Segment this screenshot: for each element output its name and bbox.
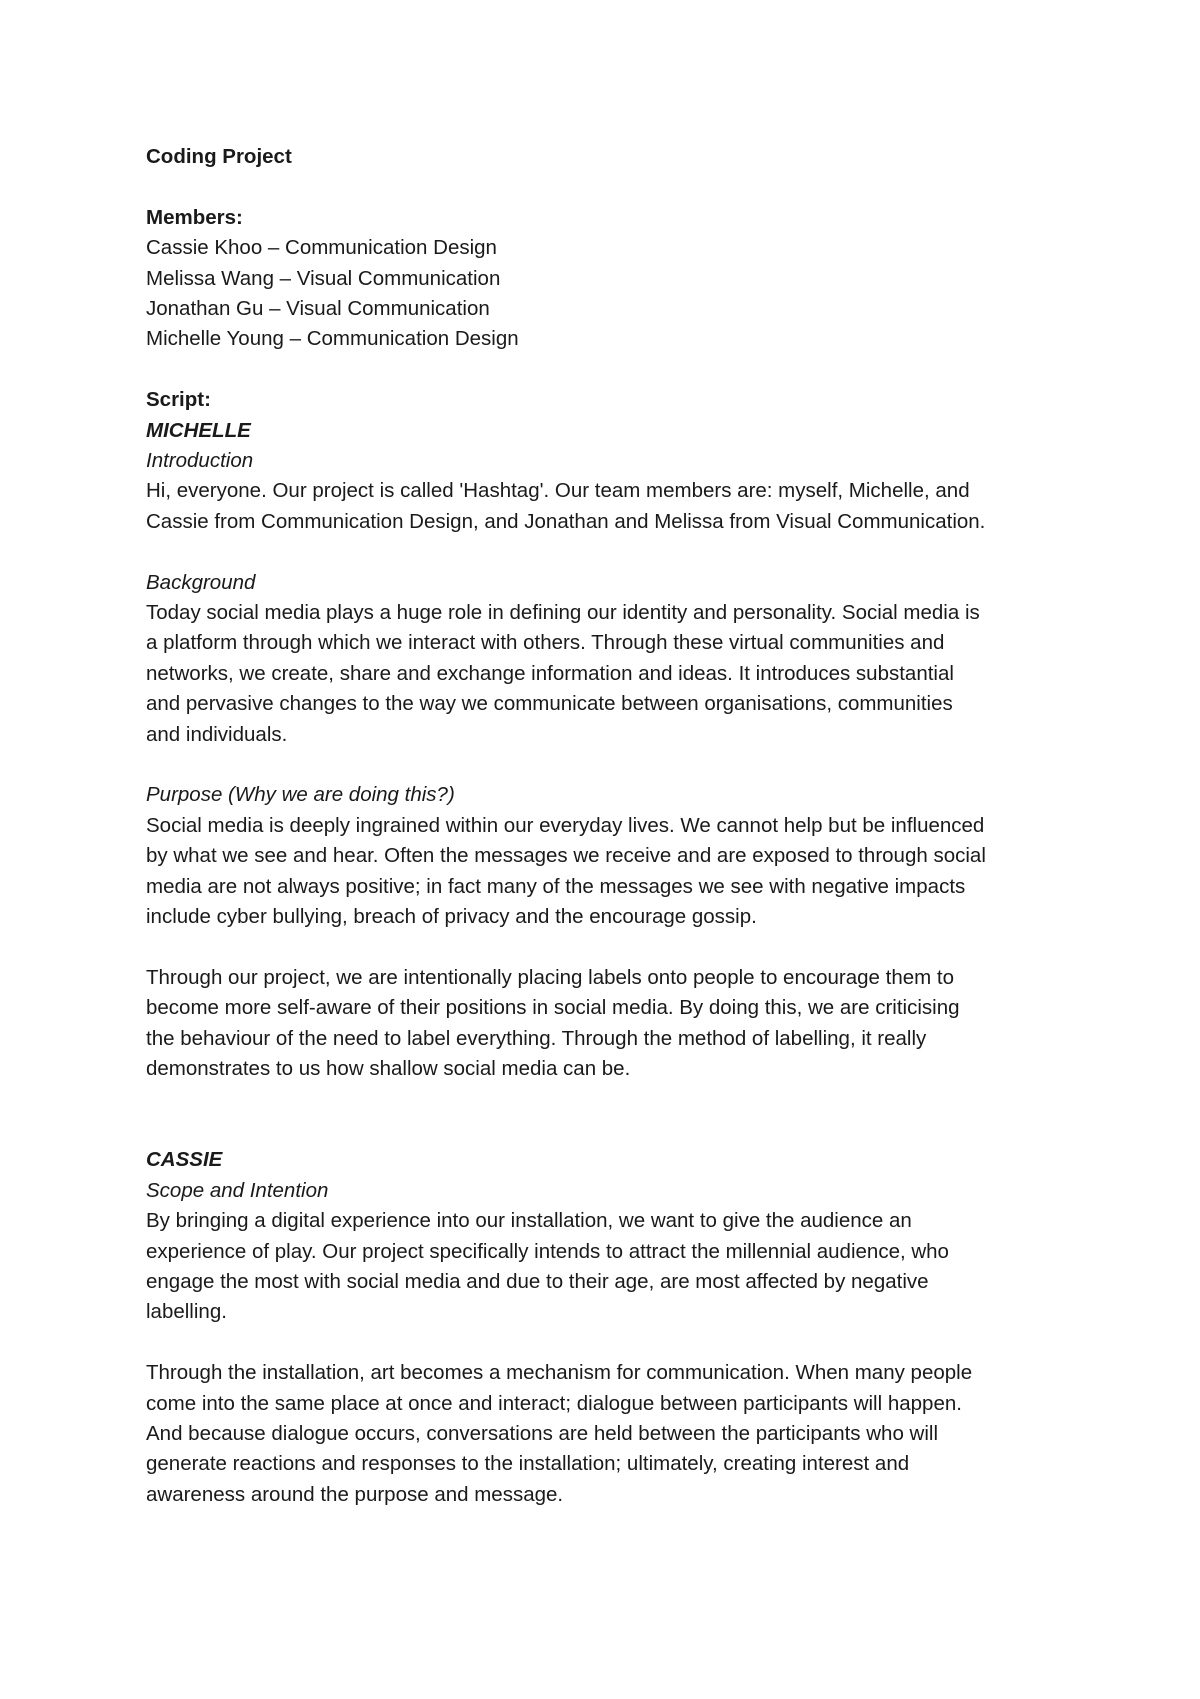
spacer: [146, 355, 1086, 385]
paragraph-line: come into the same place at once and interact; dialogue between participants will happen.: [146, 1391, 962, 1415]
speaker-name: CASSIE: [146, 1148, 223, 1172]
paragraph-line: Cassie from Communication Design, and Jonathan and Melissa from Visual Communication.: [146, 509, 986, 533]
paragraph-line: Today social media plays a huge role in defining our identity and personality. Social media is: [146, 601, 980, 625]
paragraph-line: networks, we create, share and exchange information and ideas. It introduces substantial: [146, 661, 954, 685]
document-page: [146, 142, 1086, 1510]
spacer: [146, 933, 1086, 963]
paragraph-line: generate reactions and responses to the installation; ultimately, creating interest and: [146, 1452, 910, 1476]
paragraph-line: demonstrates to us how shallow social media can be.: [146, 1057, 631, 1081]
paragraph-line: By bringing a digital experience into our installation, we want to give the audience an: [146, 1209, 912, 1233]
paragraph: [146, 476, 1086, 537]
paragraph-line: include cyber bullying, breach of privacy and the encourage gossip.: [146, 905, 757, 929]
section-subheading: Introduction: [146, 449, 254, 473]
member-item: Melissa Wang – Visual Communication: [146, 266, 501, 290]
paragraph-line: Social media is deeply ingrained within our everyday lives. We cannot help but be influenced: [146, 813, 985, 837]
script-section-michelle: [146, 416, 1086, 1085]
paragraph-line: a platform through which we interact with others. Through these virtual communities and: [146, 631, 945, 655]
spacer: [146, 537, 1086, 567]
document-title: Coding Project: [146, 145, 292, 168]
paragraph-line: labelling.: [146, 1300, 227, 1324]
section-subheading: Scope and Intention: [146, 1178, 329, 1202]
paragraph: [146, 811, 1086, 933]
speaker-name: MICHELLE: [146, 418, 251, 442]
section-subheading: Background: [146, 570, 256, 594]
paragraph-line: Hi, everyone. Our project is called 'Hashtag'. Our team members are: myself, Michelle, and: [146, 479, 970, 503]
paragraph-line: engage the most with social media and due to their age, are most affected by negative: [146, 1269, 929, 1293]
paragraph-line: media are not always positive; in fact many of the messages we see with negative impacts: [146, 874, 966, 898]
script-section-cassie: [146, 1145, 1086, 1510]
paragraph-line: Through the installation, art becomes a mechanism for communication. When many people: [146, 1361, 973, 1385]
member-item: Michelle Young – Communication Design: [146, 327, 519, 351]
paragraph-line: become more self-aware of their positions in social media. By doing this, we are criticising: [146, 996, 960, 1020]
spacer: [146, 172, 1086, 202]
paragraph: [146, 1206, 1086, 1328]
spacer: [146, 1085, 1086, 1146]
paragraph-line: experience of play. Our project specifically intends to attract the millennial audience, who: [146, 1239, 949, 1263]
paragraph-line: awareness around the purpose and message.: [146, 1482, 564, 1506]
section-subheading: Purpose (Why we are doing this?): [146, 783, 455, 807]
member-item: Jonathan Gu – Visual Communication: [146, 297, 490, 321]
paragraph-line: and individuals.: [146, 722, 288, 746]
paragraph-line: the behaviour of the need to label everything. Through the method of labelling, it really: [146, 1026, 927, 1050]
spacer: [146, 750, 1086, 780]
script-heading: Script:: [146, 388, 211, 412]
paragraph-line: and pervasive changes to the way we communicate between organisations, communities: [146, 692, 953, 716]
members-list: [146, 233, 1086, 355]
paragraph: [146, 963, 1086, 1085]
members-heading: Members:: [146, 205, 243, 229]
paragraph-line: Through our project, we are intentionally placing labels onto people to encourage them to: [146, 965, 954, 989]
paragraph-line: by what we see and hear. Often the messages we receive and are exposed to through social: [146, 844, 986, 868]
paragraph-line: And because dialogue occurs, conversations are held between the participants who will: [146, 1421, 939, 1445]
paragraph: [146, 1358, 1086, 1510]
member-item: Cassie Khoo – Communication Design: [146, 236, 497, 260]
spacer: [146, 1328, 1086, 1358]
paragraph: [146, 598, 1086, 750]
